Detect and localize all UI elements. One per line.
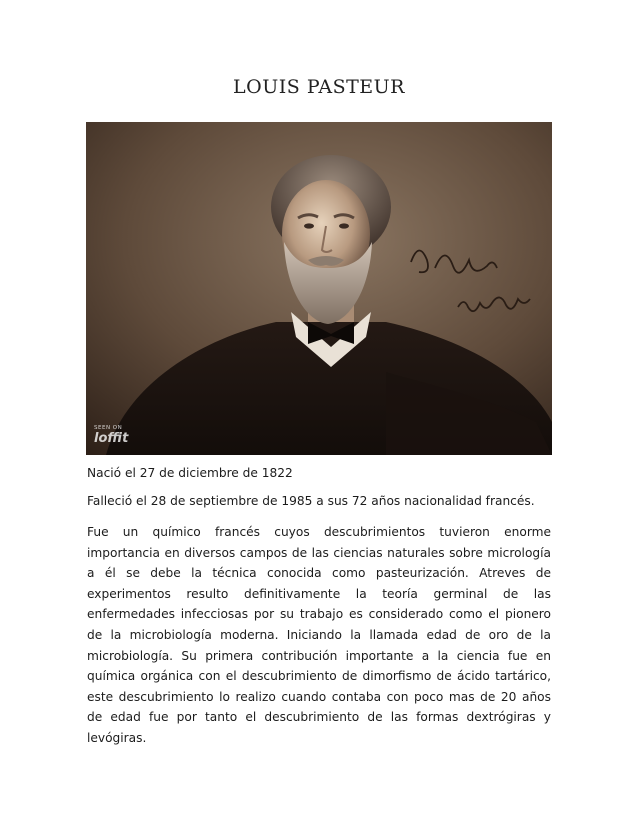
- watermark-logo: loffit: [94, 431, 129, 446]
- biography-paragraph: Fue un químico francés cuyos descubrimientos tuvieron enorme importancia en diversos campos de las ciencias naturales sobre micrología a él se debe la técnica conocida como pasteurización. Atreves de experimentos resulto definitivamente la teoría germinal de las enfermedades infecciosas por su trabajo es considerado como el pionero de la microbiología moderna. Iniciando la llamada edad de oro de la microbiología. Su primera contribución importante a la ciencia fue en química orgánica con el descubrimiento de dimorfismo de ácido tartárico, este descubrimiento lo realizo cuando contaba con poco mas de 20 años de edad fue por tanto el descubrimiento de las formas dextrógiras y levógiras.: [87, 525, 551, 745]
- birth-line: Nació el 27 de diciembre de 1822: [87, 466, 293, 480]
- portrait-photo: [86, 122, 552, 455]
- portrait-image: [86, 122, 552, 455]
- watermark-small: SEEN ON: [94, 424, 123, 431]
- watermark: [94, 426, 128, 446]
- death-line: Falleció el 28 de septiembre de 1985 a sus 72 años nacionalidad francés.: [87, 494, 535, 508]
- page-title: LOUIS PASTEUR: [233, 76, 405, 98]
